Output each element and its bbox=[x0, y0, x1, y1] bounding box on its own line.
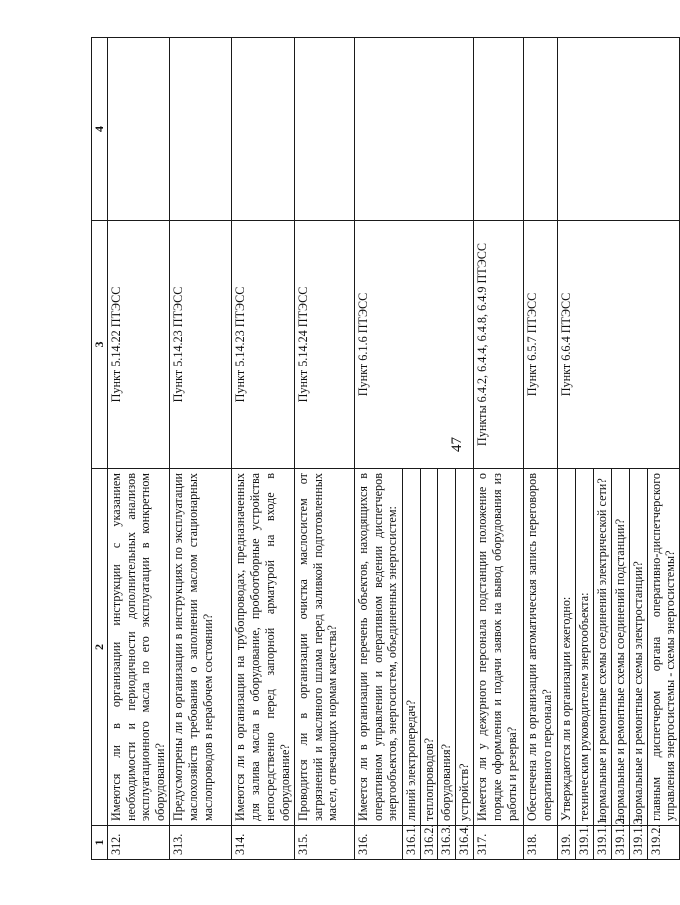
row-question: техническим руководителем энергообъекта: bbox=[576, 469, 594, 826]
row-question: Обеспечена ли в организации автоматическая запись переговоров оперативного персонала? bbox=[524, 469, 558, 826]
row-note bbox=[354, 38, 474, 221]
row-number: 318. bbox=[524, 826, 558, 860]
row-number: 315. bbox=[294, 826, 354, 860]
row-number: 319. bbox=[558, 826, 576, 860]
col-header-1: 1 bbox=[92, 826, 108, 860]
header-row bbox=[92, 38, 108, 860]
col-header-2: 2 bbox=[92, 469, 108, 826]
col-header-3: 3 bbox=[92, 221, 108, 469]
row-note bbox=[524, 38, 558, 221]
row-reference: Пункты 6.4.2, 6.4.4, 6.4.8, 6.4.9 ПТЭСС bbox=[474, 221, 524, 469]
row-reference: Пункт 5.14.24 ПТЭСС bbox=[294, 221, 354, 469]
row-number: 316.2. bbox=[420, 826, 438, 860]
row-reference: Пункт 6.6.4 ПТЭСС bbox=[558, 221, 680, 469]
row-number: 314. bbox=[232, 826, 295, 860]
row-question: устройств? bbox=[456, 469, 474, 826]
row-reference: Пункт 6.1.6 ПТЭСС bbox=[354, 221, 474, 469]
row-number: 319.1.3. bbox=[629, 826, 647, 860]
row-note bbox=[558, 38, 680, 221]
table-row bbox=[232, 38, 295, 860]
row-question: теплопроводов? bbox=[420, 469, 438, 826]
page-number: 47 bbox=[449, 437, 465, 452]
row-number: 316. bbox=[354, 826, 402, 860]
row-number: 319.1. bbox=[576, 826, 594, 860]
row-question: нормальные и ремонтные схемы соединений электрической сети? bbox=[593, 469, 611, 826]
table-row bbox=[474, 38, 524, 860]
row-question: Имеется ли в организации перечень объектов, находящихся в оперативном управлении и оперативном ведении диспетчеров энергообъектов, энергосистем, объединенных энергосистем: bbox=[354, 469, 402, 826]
row-note bbox=[294, 38, 354, 221]
table-row bbox=[558, 38, 576, 860]
row-number: 319.1.1. bbox=[593, 826, 611, 860]
row-question: Имеются ли в организации инструкции с указанием необходимости и периодичности дополнительных анализов эксплуатационного масла по его эксплуатации в конкретном оборудовании? bbox=[107, 469, 170, 826]
row-question: нормальные и ремонтные схемы соединений подстанции? bbox=[611, 469, 629, 826]
row-number: 317. bbox=[474, 826, 524, 860]
row-note bbox=[474, 38, 524, 221]
row-question: Утверждаются ли в организации ежегодно: bbox=[558, 469, 576, 826]
row-number: 316.3. bbox=[438, 826, 456, 860]
row-question: нормальные и ремонтные схемы электростанции? bbox=[629, 469, 647, 826]
row-question: оборудования? bbox=[438, 469, 456, 826]
row-question: Имеется ли у дежурного персонала подстанции положение о порядке оформления и подачи заявок на вывод оборудования из работы и резерва? bbox=[474, 469, 524, 826]
requirements-table bbox=[91, 37, 680, 860]
table-row bbox=[294, 38, 354, 860]
row-question: Имеются ли в организации на трубопроводах, предназначенных для залива масла в оборудование, пробоотборные устройства непосредственно перед запорной арматурой на входе в оборудование? bbox=[232, 469, 295, 826]
row-number: 319.2. bbox=[647, 826, 680, 860]
table-row bbox=[170, 38, 232, 860]
table-row bbox=[107, 38, 170, 860]
row-reference: Пункт 5.14.22 ПТЭСС bbox=[107, 221, 170, 469]
row-number: 316.4. bbox=[456, 826, 474, 860]
table-row bbox=[524, 38, 558, 860]
table-row bbox=[354, 38, 402, 860]
row-note bbox=[170, 38, 232, 221]
row-number: 312. bbox=[107, 826, 170, 860]
row-number: 319.1.2. bbox=[611, 826, 629, 860]
row-question: Проводится ли в организации очистка маслосистем от загрязнений и масляного шлама перед заливкой подготовленных масел, отвечающих нормам качества? bbox=[294, 469, 354, 826]
row-number: 313. bbox=[170, 826, 232, 860]
col-header-4: 4 bbox=[92, 38, 108, 221]
row-note bbox=[107, 38, 170, 221]
row-question: Предусмотрены ли в организации в инструкциях по эксплуатации маслохозяйств требования о заполнении маслом стационарных маслопроводов в нерабочем состоянии? bbox=[170, 469, 232, 826]
row-reference: Пункт 5.14.23 ПТЭСС bbox=[170, 221, 232, 469]
row-note bbox=[232, 38, 295, 221]
rotated-page bbox=[91, 38, 678, 860]
row-question: линий электропередач? bbox=[402, 469, 420, 826]
row-number: 316.1. bbox=[402, 826, 420, 860]
row-reference: Пункт 6.5.7 ПТЭСС bbox=[524, 221, 558, 469]
row-question: главным диспетчером органа оперативно-диспетчерского управления энергосистемы - схемы энергосистемы? bbox=[647, 469, 680, 826]
row-reference: Пункт 5.14.23 ПТЭСС bbox=[232, 221, 295, 469]
